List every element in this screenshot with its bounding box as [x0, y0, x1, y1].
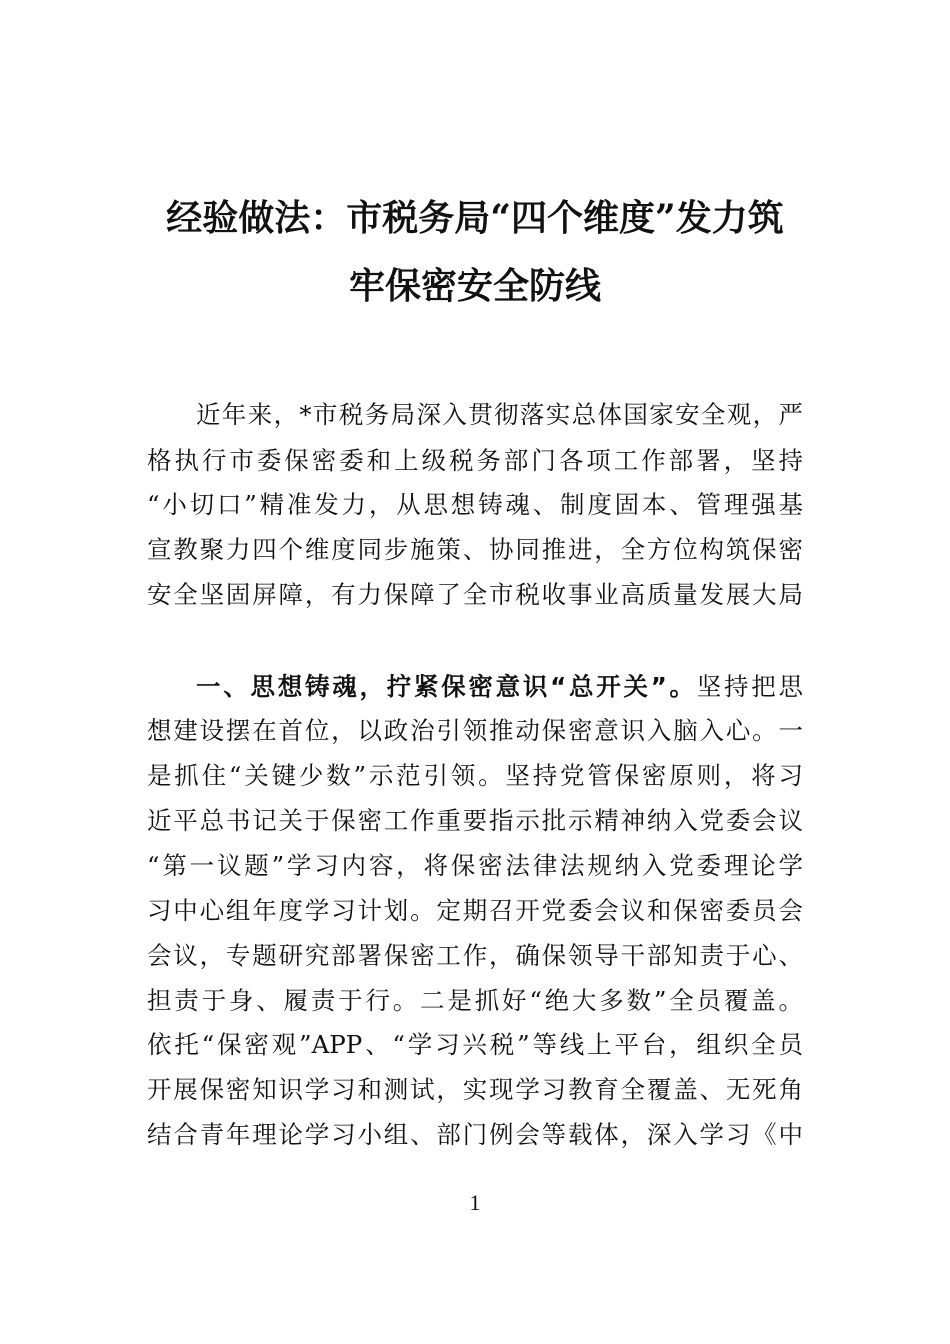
section-1-line-6: 习中心组年度学习计划。定期召开党委会议和保密委员会 — [147, 896, 803, 925]
section-1-line-9: 依托“保密观”APP、“学习兴税”等线上平台，组织全员 — [147, 1030, 803, 1059]
document-title-line-2: 牢保密安全防线 — [348, 265, 601, 307]
section-1-line-7: 会议，专题研究部署保密工作，确保领导干部知责于心、 — [147, 941, 803, 970]
section-1-line-2: 想建设摆在首位，以政治引领推动保密意识入脑入心。一 — [147, 716, 803, 745]
intro-line-1: 近年来，*市税务局深入贯彻落实总体国家安全观，严 — [196, 400, 803, 429]
section-1-heading: 一、思想铸魂，拧紧保密意识“总开关”。 — [196, 672, 697, 701]
section-1-line-5: “第一议题”学习内容，将保密法律法规纳入党委理论学 — [147, 851, 803, 880]
section-1-line-11: 结合青年理论学习小组、部门例会等载体，深入学习《中 — [147, 1120, 803, 1149]
document-title-line-1: 经验做法：市税务局“四个维度”发力筑 — [166, 197, 784, 239]
intro-line-4: 宣教聚力四个维度同步施策、协同推进，全方位构筑保密 — [147, 535, 803, 564]
intro-line-5: 安全坚固屏障，有力保障了全市税收事业高质量发展大局 — [147, 580, 803, 609]
intro-line-3: “小切口”精准发力，从思想铸魂、制度固本、管理强基 — [147, 490, 803, 519]
section-1-line-3: 是抓住“关键少数”示范引领。坚持党管保密原则，将习 — [147, 761, 803, 790]
section-1-line-10: 开展保密知识学习和测试，实现学习教育全覆盖、无死角 — [147, 1075, 803, 1104]
section-1-line-8: 担责于身、履责于行。二是抓好“绝大多数”全员覆盖。 — [147, 986, 803, 1015]
page-number: 1 — [469, 1190, 481, 1215]
section-1-first-line-text: 坚持把思 — [696, 672, 804, 701]
section-1-first-line — [196, 672, 803, 702]
section-1-line-4: 近平总书记关于保密工作重要指示批示精神纳入党委会议 — [147, 806, 803, 835]
intro-line-2: 格执行市委保密委和上级税务部门各项工作部署，坚持 — [147, 446, 803, 475]
